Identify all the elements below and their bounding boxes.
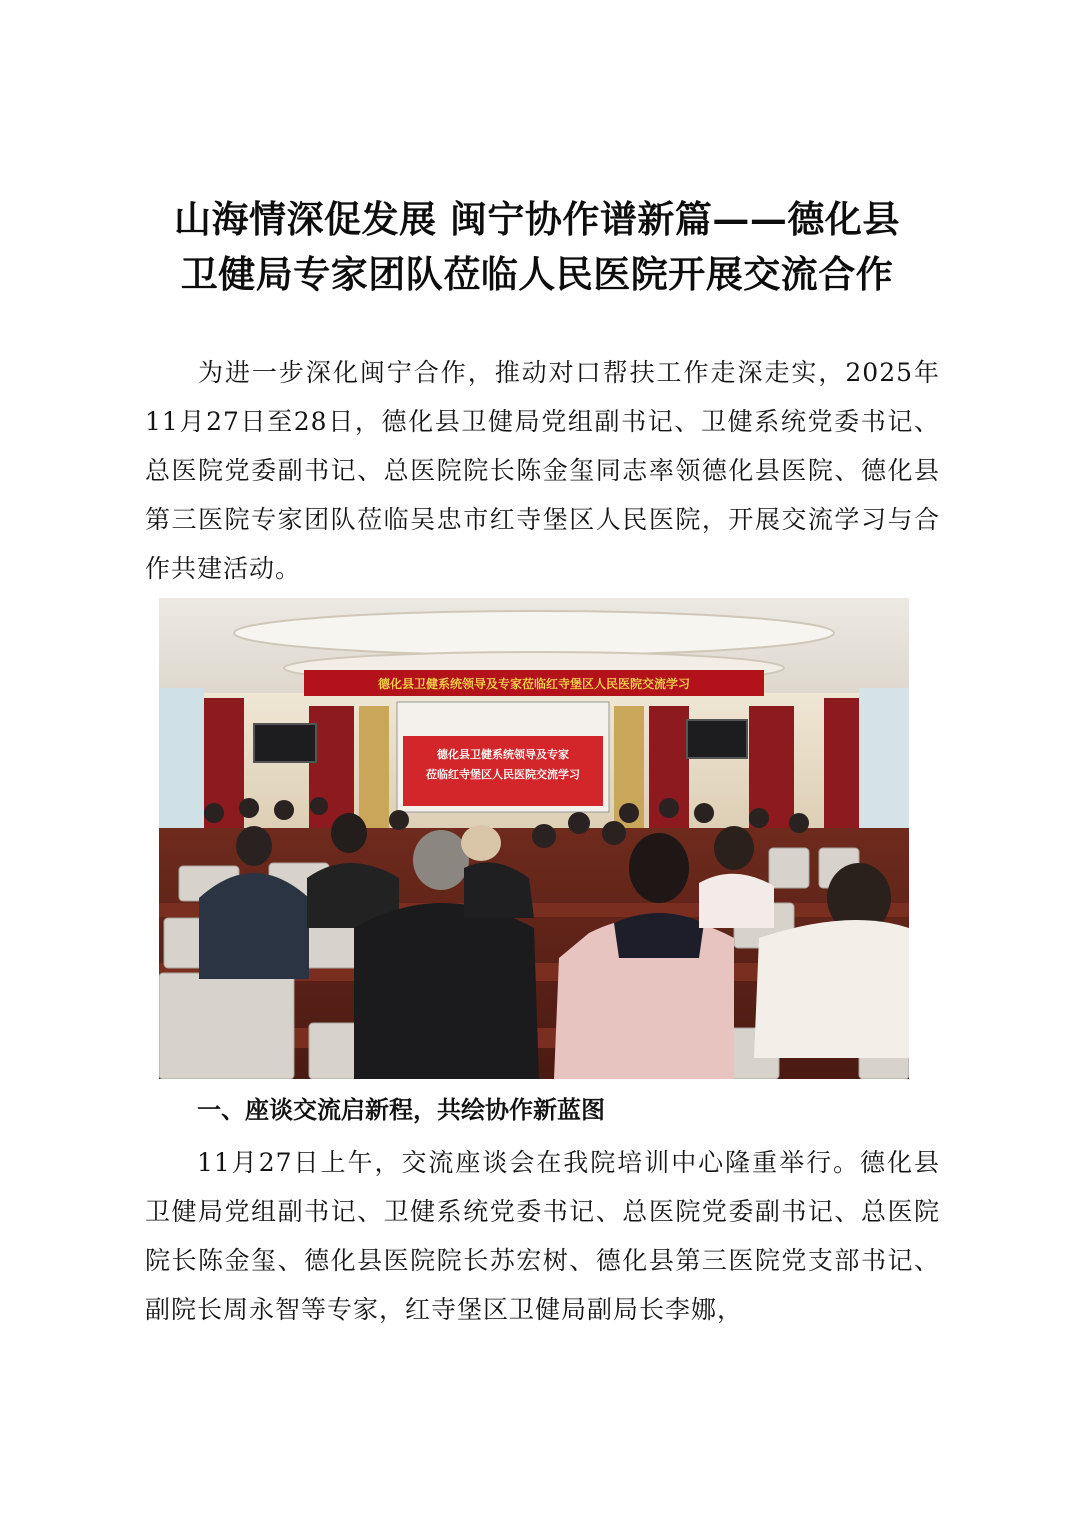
section-paragraph-text: 11月27日上午，交流座谈会在我院培训中心隆重举行。德化县卫健局党组副书记、卫健系统党委书记、总医院党委副书记、总医院院长陈金玺、德化县医院院长苏宏树、德化县第三医院党支部书记、副院长周永智等专家，红寺堡区卫健局副局长李娜， — [145, 1148, 940, 1324]
intro-paragraph — [145, 348, 940, 593]
document-title — [0, 192, 1074, 302]
screen-line-2: 莅临红寺堡区人民医院交流学习 — [426, 768, 580, 781]
title-line-1: 山海情深促发展 闽宁协作谱新篇——德化县 — [174, 197, 900, 241]
intro-paragraph-text: 为进一步深化闽宁合作，推动对口帮扶工作走深走实，2025年11月27日至28日，德化县卫健局党组副书记、卫健系统党委书记、总医院党委副书记、总医院院长陈金玺同志率领德化县医院、德化县第三医院专家团队莅临吴忠市红寺堡区人民医院，开展交流学习与合作共建活动。 — [145, 358, 940, 583]
section-heading-1: 一、座谈交流启新程，共绘协作新蓝图 — [197, 1096, 605, 1124]
banner-text: 德化县卫健系统领导及专家莅临红寺堡区人民医院交流学习 — [377, 677, 691, 691]
section-paragraph — [145, 1138, 940, 1388]
meeting-photo — [159, 598, 909, 1079]
screen-line-1: 德化县卫健系统领导及专家 — [437, 748, 569, 761]
title-line-2: 卫健局专家团队莅临人民医院开展交流合作 — [180, 252, 894, 296]
